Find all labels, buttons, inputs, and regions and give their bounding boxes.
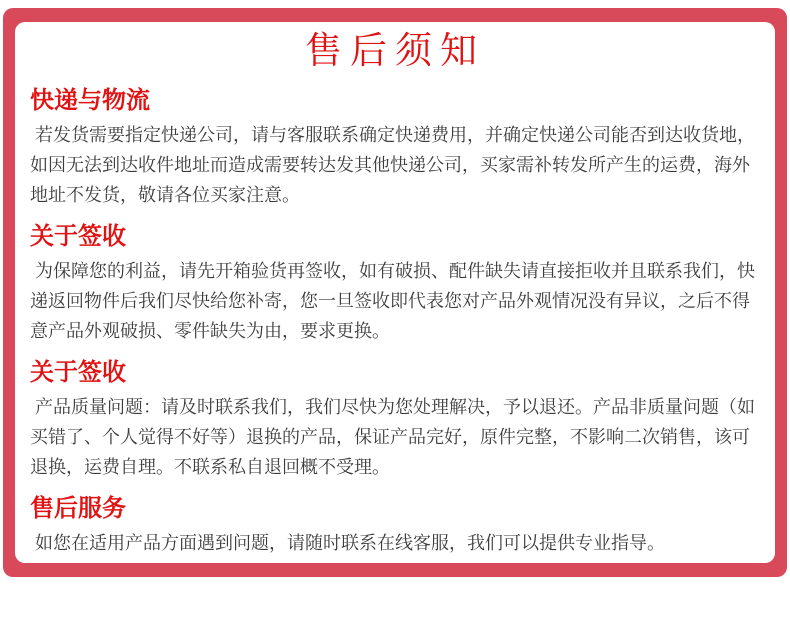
section-body: 若发货需要指定快递公司，请与客服联系确定快递费用，并确定快递公司能否到达收货地，如因无法到达收件地址而造成需要转达发其他快递公司，买家需补转发所产生的运费，海外地址不发货，敬请各位买家注意。 [30,125,756,205]
section-heading: 关于签收 [30,223,126,250]
section-express-logistics [30,86,760,210]
section-body: 如您在适用产品方面遇到问题，请随时联系在线客服，我们可以提供专业指导。 [30,533,666,553]
section-after-sales-service [30,494,760,558]
section-body: 为保障您的利益，请先开箱验货再签收，如有破损、配件缺失请直接拒收并且联系我们，快递返回物件后我们尽快给您补寄，您一旦签收即代表您对产品外观情况没有异议，之后不得意产品外观破损、零件缺失为由，要求更换。 [30,261,756,341]
section-sign-receipt [30,222,760,346]
section-heading: 关于签收 [30,359,126,386]
section-body: 产品质量问题：请及时联系我们，我们尽快为您处理解决，予以退还。产品非质量问题（如买错了、个人觉得不好等）退换的产品，保证产品完好，原件完整，不影响二次销售，该可退换，运费自理。不联系私自退回概不受理。 [30,397,756,477]
after-sales-panel [3,8,787,577]
page-title: 售后须知 [305,30,485,71]
section-heading: 售后服务 [30,495,126,522]
section-returns-quality [30,358,760,482]
section-heading: 快递与物流 [30,87,150,114]
after-sales-card [15,22,775,563]
